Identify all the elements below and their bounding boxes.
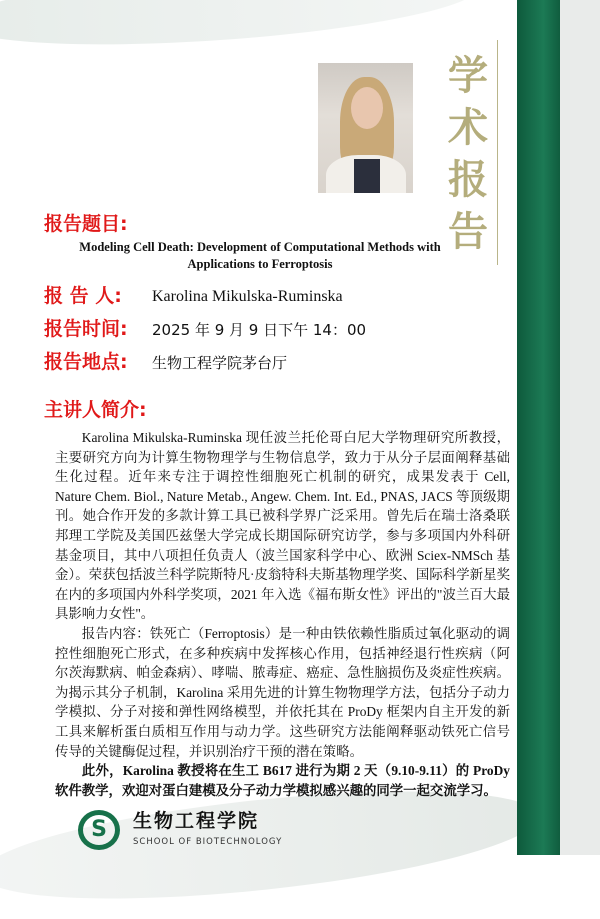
- decorative-swoosh-top: [0, 0, 482, 58]
- school-logo: [78, 810, 510, 852]
- title-char: 报: [448, 157, 488, 203]
- logo-chinese: 生物工程学院: [133, 810, 260, 833]
- abstract-paragraph: 报告内容：铁死亡（Ferroptosis）是一种由铁依赖性脂质过氧化驱动的调控性细胞死亡形式，在多种疾病中发挥核心作用，包括神经退行性疾病（阿尔茨海默病、帕金森病）、哮喘、脓毒症、癌症、急性脑损伤及炎症性疾病。为揭示其分子机制，Karolina 采用先进的计算生物物理学方法，包括分子动力学模拟、分子对接和弹性网络模型，并依托其在 ProDy 框架内自主开发的新工具来解析蛋白质相互作用与动力学。这些研究方法能阐释驱动铁死亡信号传导的关键酶促过程，并识别治疗干预的潜在策略。: [55, 625, 510, 759]
- talk-title: [35, 239, 485, 273]
- speaker-label: 报 告 人:: [44, 285, 122, 307]
- time-label: 报告时间:: [44, 318, 128, 340]
- bio-paragraph: Karolina Mikulska-Ruminska 现任波兰托伦哥白尼大学物理研究所教授，主要研究方向为计算生物物理学与生物信息学，致力于从分子层面阐释基础生化过程。近年来专注于调控性细胞死亡机制的研究，成果发表于 Cell, Nature Chem. Biol., Nature Metab., Angew. Chem. Int. Ed., PNAS, JACS 等顶级期刊。她合作开发的多款计算工具已被科学界广泛采用。曾先后在瑞士洛桑联邦理工学院及美国匹兹堡大学完成长期国际研究访学，参与多项国内外科研基金项目，其中八项担任负责人（波兰国家科学中心、欧洲 Sciex-NMSch 基金）。荣获包括波兰科学院斯特凡·皮翁特科夫斯基物理学奖、国际科学新星奖在内的多项国内外科学奖项，2021 年入选《福布斯女性》评出的"波兰百大最具影响力女性"。: [55, 430, 510, 622]
- green-band: [517, 0, 561, 855]
- talk-place: 生物工程学院茅台厅: [152, 354, 288, 372]
- talk-title-line: Applications to Ferroptosis: [187, 257, 333, 271]
- vertical-title: [445, 50, 491, 258]
- bio-text: [55, 428, 510, 800]
- bio-column: [55, 428, 510, 852]
- talk-title-line: Modeling Cell Death: Development of Computational Methods with: [79, 240, 441, 254]
- gray-band: [560, 0, 600, 855]
- title-char: 术: [448, 105, 488, 151]
- bio-heading: 主讲人简介:: [44, 399, 147, 421]
- speaker-photo: [318, 63, 413, 193]
- logo-english: SCHOOL OF BIOTECHNOLOGY: [133, 837, 283, 848]
- logo-mark-icon: S: [78, 810, 120, 850]
- place-label: 报告地点:: [44, 351, 128, 373]
- title-label: 报告题目:: [44, 213, 128, 235]
- divider-line: [497, 40, 498, 265]
- speaker-name: Karolina Mikulska-Ruminska: [152, 288, 343, 305]
- workshop-paragraph: 此外，Karolina 教授将在生工 B617 进行为期 2 天（9.10-9.11）的 ProDy 软件教学，欢迎对蛋白建模及分子动力学模拟感兴趣的同学一起交流学习。: [55, 763, 510, 798]
- talk-time: 2025 年 9 月 9 日下午 14：00: [152, 321, 367, 339]
- title-char: 学: [448, 53, 488, 99]
- title-char: 告: [448, 209, 488, 255]
